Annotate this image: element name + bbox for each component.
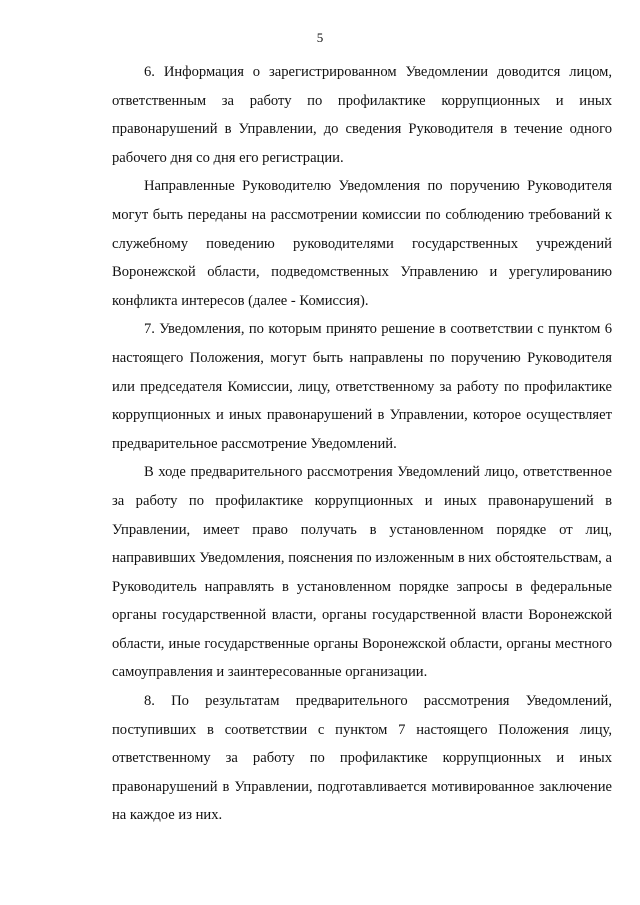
paragraph-item-6: 6. Информация о зарегистрированном Уведомлении доводится лицом, ответственным за работу по профилактике коррупционных и иных правонарушений в Управлении, до сведения Руководителя в течение одного рабочего дня со дня его регистрации. — [112, 64, 612, 166]
paragraph-preliminary-review: В ходе предварительного рассмотрения Уведомлений лицо, ответственное за работу по профилактике коррупционных и иных правонарушений в Управлении, имеет право получать в установленном порядке от лиц, направивших Уведомления, пояснения по изложенным в них обстоятельствам, а Руководитель направлять в установленном порядке запросы в федеральные органы государственной власти, органы государственной власти Воронежской области, иные государственные органы Воронежской области, органы местного самоуправления и заинтересованные организации. — [112, 464, 612, 681]
page-number: 5 — [316, 30, 324, 45]
paragraph-commission-transfer: Направленные Руководителю Уведомления по поручению Руководителя могут быть переданы на рассмотрении комиссии по соблюдению требований к служебному поведению руководителями государственных учреждений Воронежской области, подведомственных Управлению и урегулированию конфликта интересов (далее - Комиссия). — [112, 178, 612, 309]
paragraph-item-8: 8. По результатам предварительного рассмотрения Уведомлений, поступивших в соответствии с пунктом 7 настоящего Положения лицу, ответственному за работу по профилактике коррупционных и иных правонарушений в Управлении, подготавливается мотивированное заключение на каждое из них. — [112, 693, 612, 824]
paragraph-item-7: 7. Уведомления, по которым принято решение в соответствии с пунктом 6 настоящего Положения, могут быть направлены по поручению Руководителя или председателя Комиссии, лицу, ответственному за работу по профилактике коррупционных и иных правонарушений в Управлении, которое осуществляет предварительное рассмотрение Уведомлений. — [112, 321, 612, 452]
document-body — [112, 58, 612, 830]
